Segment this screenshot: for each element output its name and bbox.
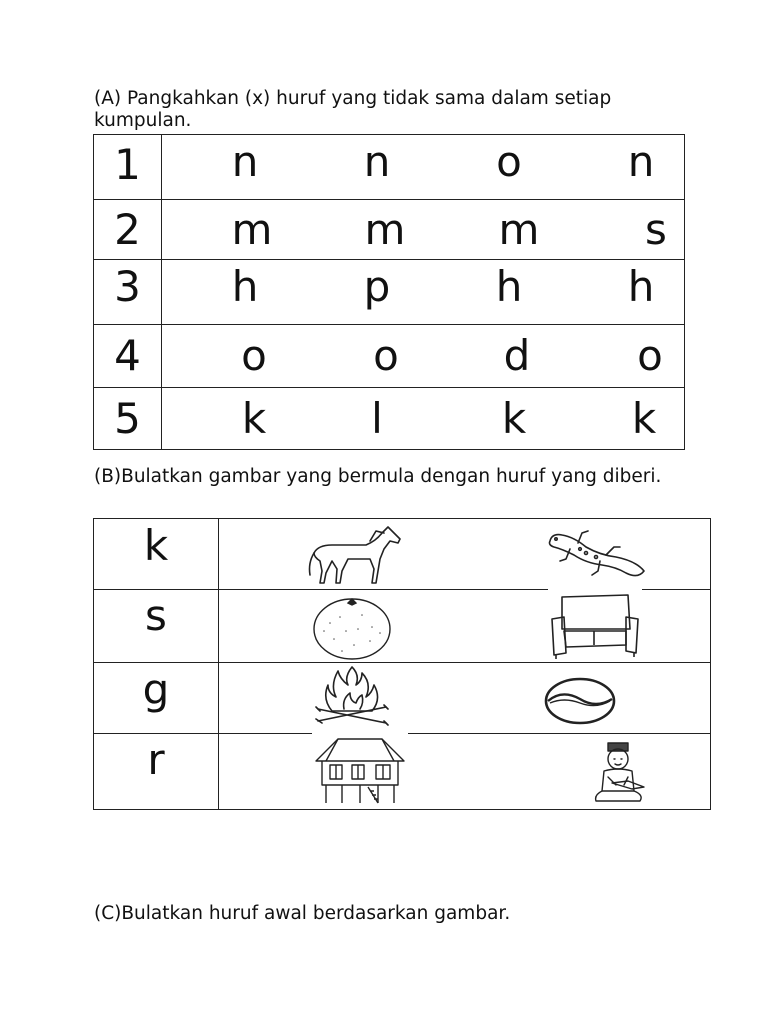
letter-option[interactable]: m <box>364 204 406 254</box>
letter-option[interactable]: o <box>373 331 399 380</box>
letter-option[interactable]: h <box>627 262 655 311</box>
sofa-icon[interactable] <box>548 589 642 661</box>
letter-option[interactable]: k <box>631 393 657 443</box>
instruction-c: (C)Bulatkan huruf awal berdasarkan gambar. <box>94 903 511 924</box>
letter-option[interactable]: m <box>498 204 540 254</box>
letter-option[interactable]: n <box>627 136 655 186</box>
start-letter: r <box>147 735 165 784</box>
house-icon[interactable] <box>312 733 408 807</box>
orange-icon[interactable] <box>310 593 394 661</box>
row-number: 1 <box>114 139 141 189</box>
letter-option[interactable]: o <box>637 331 663 380</box>
fire-icon[interactable] <box>314 663 390 731</box>
letter-option[interactable]: o <box>241 331 267 380</box>
letter-option[interactable]: h <box>495 262 523 311</box>
letter-option[interactable]: p <box>363 262 391 311</box>
letter-option[interactable]: k <box>241 393 267 443</box>
letter-table-a <box>93 134 685 450</box>
start-letter: s <box>145 591 167 640</box>
column-divider <box>218 519 219 809</box>
instruction-a: (A) Pangkahkan (x) huruf yang tidak sama dalam setiap kumpulan. <box>94 88 612 131</box>
letter-option[interactable]: n <box>363 136 391 186</box>
letter-option[interactable]: m <box>231 204 273 254</box>
row-divider <box>94 662 710 663</box>
letter-option[interactable]: s <box>645 204 667 254</box>
letter-option[interactable]: n <box>231 136 259 186</box>
instruction-b: (B)Bulatkan gambar yang bermula dengan huruf yang diberi. <box>94 466 662 487</box>
row-number: 3 <box>114 262 141 311</box>
table-row <box>94 324 684 388</box>
start-letter: k <box>143 521 169 570</box>
table-row <box>94 135 684 200</box>
table-row <box>94 259 684 325</box>
row-number: 2 <box>114 204 141 254</box>
row-number: 5 <box>114 393 141 443</box>
start-letter: g <box>142 665 170 714</box>
letter-option[interactable]: l <box>371 393 383 443</box>
reading-boy-icon[interactable] <box>588 737 648 805</box>
picture-table-b <box>93 518 711 810</box>
coffee-bean-icon[interactable] <box>542 675 618 727</box>
horse-icon[interactable] <box>304 523 408 587</box>
table-row <box>94 387 684 449</box>
letter-option[interactable]: d <box>503 331 531 380</box>
letter-option[interactable]: k <box>501 393 527 443</box>
letter-option[interactable]: h <box>231 262 259 311</box>
lizard-icon[interactable] <box>546 527 648 585</box>
row-number: 4 <box>114 331 141 380</box>
letter-option[interactable]: o <box>496 136 522 186</box>
